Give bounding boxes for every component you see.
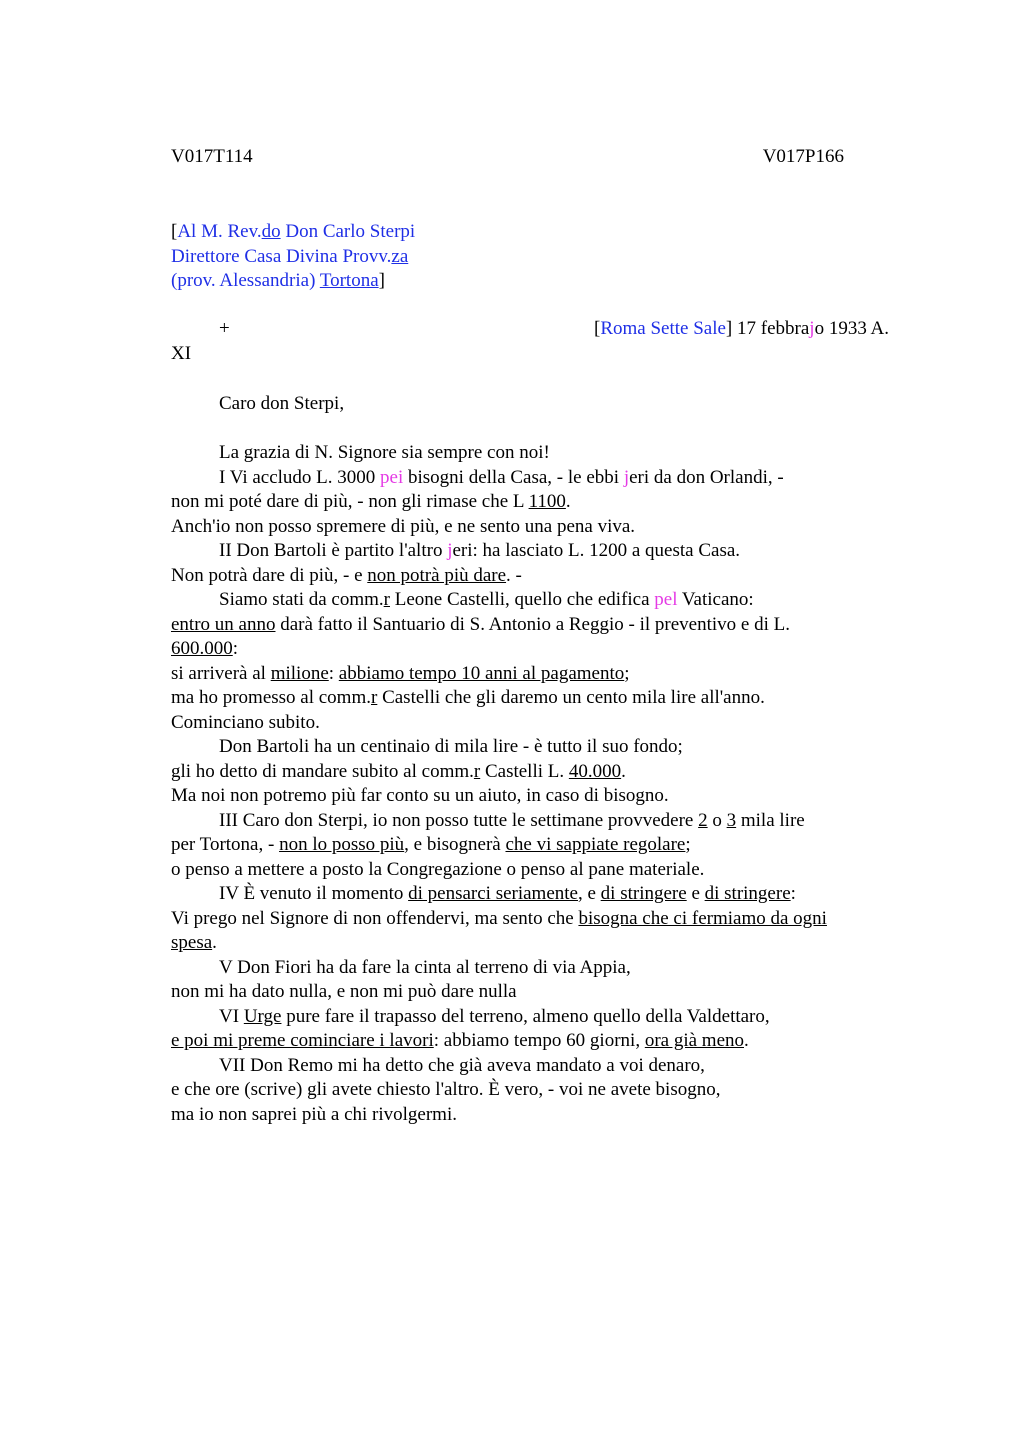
body-line: spesa. — [171, 932, 217, 953]
bracket-close: ] — [725, 318, 733, 339]
date-text: 17 febbra — [732, 318, 810, 339]
greeting: Caro don Sterpi, — [219, 393, 345, 414]
body-line: e poi mi preme cominciare i lavori: abbiamo tempo 60 giorni, ora già meno. — [171, 1030, 749, 1051]
address-role: Direttore Casa Divina Provv. — [171, 245, 392, 267]
cross-sign: + — [219, 318, 230, 339]
document-code-right: V017P166 — [762, 146, 844, 167]
body-line: ma io non saprei più a chi rivolgermi. — [171, 1103, 457, 1125]
address-province: (prov. Alessandria) — [171, 270, 320, 291]
address-block — [171, 220, 415, 294]
address-role-abbrev: za — [391, 245, 409, 267]
body-line: VII Don Remo mi ha detto che già aveva mandato a voi denaro, — [219, 1054, 705, 1076]
address-line-2 — [171, 245, 415, 270]
body-line: entro un anno darà fatto il Santuario di S. Antonio a Reggio - il preventivo e di L. — [171, 613, 790, 635]
body-line: non mi ha dato nulla, e non mi può dare nulla — [171, 981, 517, 1002]
body-line: e che ore (scrive) gli avete chiesto l'altro. È vero, - voi ne avete bisogno, — [171, 1079, 721, 1100]
body-line: VI Urge pure fare il trapasso del terreno, almeno quello della Valdettaro, — [219, 1005, 770, 1027]
address-city: Tortona — [319, 270, 379, 291]
place-name: Roma Sette Sale — [600, 318, 726, 339]
body-line: V Don Fiori ha da fare la cinta al terreno di via Appia, — [219, 956, 631, 978]
body-line: Cominciano subito. — [171, 711, 320, 733]
body-line: ma ho promesso al comm.r Castelli che gli daremo un cento mila lire all'anno. — [171, 687, 765, 708]
bracket-open: [ — [594, 318, 601, 339]
body-line: II Don Bartoli è partito l'altro jeri: ha lasciato L. 1200 a questa Casa. — [219, 540, 741, 561]
address-title-superscript: do — [261, 221, 281, 242]
body-line: 600.000: — [171, 638, 239, 659]
address-line-1 — [171, 220, 415, 245]
address-title: Al M. Rev. — [177, 221, 262, 242]
body-line: Don Bartoli ha un centinaio di mila lire - è tutto il suo fondo; — [219, 736, 683, 757]
body-line: IV È venuto il momento di pensarci seriamente, e di stringere e di stringere: — [219, 883, 796, 904]
document-code-left: V017T114 — [171, 146, 253, 167]
body-line: Siamo stati da comm.r Leone Castelli, quello che edifica pel Vaticano: — [219, 589, 754, 610]
date-place — [594, 317, 889, 342]
body-line: Vi prego nel Signore di non offendervi, ma sento che bisogna che ci fermiamo da ogni — [171, 907, 827, 929]
bracket-close: ] — [378, 270, 385, 291]
letter-body — [171, 392, 901, 1127]
body-line: Anch'io non posso spremere di più, e ne sento una pena viva. — [171, 515, 636, 537]
body-line: La grazia di N. Signore sia sempre con noi! — [219, 442, 550, 463]
body-line: o penso a mettere a posto la Congregazione o penso al pane materiale. — [171, 858, 705, 880]
body-line: gli ho detto di mandare subito al comm.r Castelli L. 40.000. — [171, 760, 626, 782]
body-line: Ma noi non potremo più far conto su un aiuto, in caso di bisogno. — [171, 785, 669, 806]
address-line-3 — [171, 269, 415, 294]
body-line: per Tortona, - non lo posso più, e bisognerà che vi sappiate regolare; — [171, 834, 691, 855]
body-line: non mi poté dare di più, - non gli rimase che L 1100. — [171, 491, 571, 512]
body-line: si arriverà al milione: abbiamo tempo 10 anni al pagamento; — [171, 662, 630, 684]
body-line: III Caro don Sterpi, io non posso tutte le settimane provvedere 2 o 3 mila lire — [219, 809, 805, 831]
address-recipient: Don Carlo Sterpi — [280, 221, 416, 242]
date-year: o 1933 A. — [814, 318, 889, 339]
body-line: Non potrà dare di più, - e non potrà più dare. - — [171, 564, 522, 586]
era-year: XI — [171, 342, 192, 364]
body-line: I Vi accludo L. 3000 pei bisogni della Casa, - le ebbi jeri da don Orlandi, - — [219, 466, 784, 488]
date-variant-letter: j — [809, 318, 815, 339]
bracket-open: [ — [171, 221, 178, 242]
